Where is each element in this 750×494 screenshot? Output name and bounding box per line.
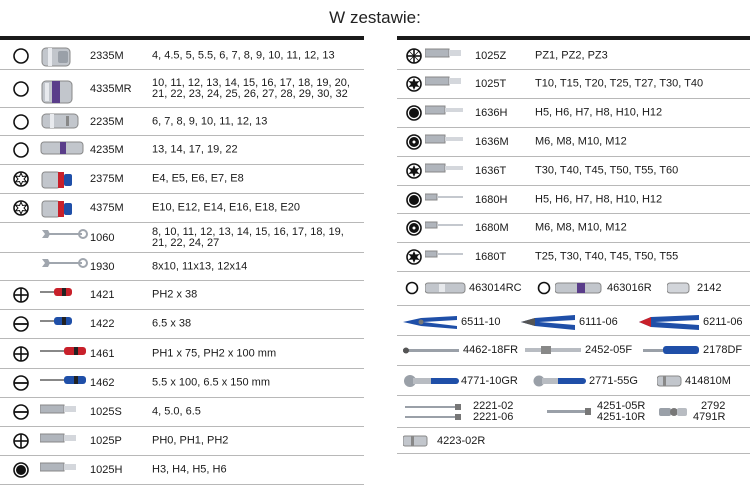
right-header-rule bbox=[397, 36, 750, 40]
table-row bbox=[0, 369, 364, 398]
item-code: 1025H bbox=[90, 464, 123, 476]
deep-socket-image bbox=[555, 281, 603, 295]
handle-4462-18FR: 4462-18FR bbox=[403, 344, 518, 356]
bottom-row-ratchets bbox=[397, 366, 750, 396]
bit-image bbox=[40, 431, 80, 451]
adapter-4223-02R: 4223-02R bbox=[403, 434, 485, 448]
table-row bbox=[397, 243, 750, 272]
cutting-pliers-image bbox=[637, 312, 701, 332]
table-row bbox=[397, 157, 750, 186]
wrench-image bbox=[40, 228, 88, 248]
ratchet-image bbox=[403, 374, 461, 388]
item-code: 1930 bbox=[90, 260, 115, 273]
item-sizes: T10, T15, T20, T25, T27, T30, T40 bbox=[535, 77, 704, 90]
table-row bbox=[397, 186, 750, 214]
universal-joint-image bbox=[659, 400, 689, 424]
table-row bbox=[0, 339, 364, 369]
bit-image bbox=[40, 402, 80, 422]
item-sizes: 4, 5.0, 6.5 bbox=[152, 405, 201, 418]
ratchet-2771-55G: 2771-55G bbox=[533, 374, 638, 388]
item-code: 1462 bbox=[90, 377, 115, 389]
extra-long-bit-image bbox=[425, 218, 465, 238]
table-row bbox=[0, 136, 364, 165]
table-row bbox=[0, 223, 364, 253]
item-sizes: 8, 10, 11, 12, 13, 14, 15, 16, 17, 18, 19, 21, 22, 24, 27 bbox=[152, 225, 344, 249]
item-code: 1025P bbox=[90, 435, 122, 447]
item-code: 1680M bbox=[475, 222, 509, 234]
hex-key-icon bbox=[405, 191, 423, 209]
hex-key-icon bbox=[12, 461, 30, 479]
hex-socket-icon bbox=[537, 281, 551, 295]
item-sizes: 6.5 x 38 bbox=[152, 317, 192, 330]
bottom-row-adapters bbox=[397, 428, 750, 454]
table-row bbox=[397, 214, 750, 243]
item-code: 4335MR bbox=[90, 82, 132, 95]
set-contents-title: W zestawie: bbox=[329, 8, 421, 27]
adapter-2142: 2142 bbox=[667, 281, 721, 295]
t-bar-image bbox=[525, 344, 583, 356]
spline-icon bbox=[405, 219, 423, 237]
item-code: 4375M bbox=[90, 202, 124, 214]
item-sizes: 13, 14, 17, 19, 22 bbox=[152, 143, 238, 156]
bit-image bbox=[40, 460, 80, 480]
table-row bbox=[0, 398, 364, 427]
torx-icon bbox=[405, 248, 423, 266]
item-sizes: PZ1, PZ2, PZ3 bbox=[535, 49, 608, 61]
bit-image bbox=[425, 46, 465, 66]
torx-socket-icon bbox=[12, 199, 30, 217]
deep-socket-image bbox=[40, 112, 80, 132]
item-code: 1680H bbox=[475, 193, 508, 206]
table-row bbox=[0, 427, 364, 456]
long-bit-image bbox=[425, 161, 465, 181]
extension-bar-image bbox=[547, 400, 593, 424]
pliers-6511-10: 6511-10 bbox=[401, 314, 501, 330]
extension-2221: 2221-02 2221-06 bbox=[405, 400, 513, 424]
short-socket-image bbox=[40, 46, 74, 66]
long-bit-image bbox=[425, 132, 465, 152]
item-sizes: H5, H6, H7, H8, H10, H12 bbox=[535, 106, 663, 119]
item-code: 1636T bbox=[475, 165, 507, 177]
table-row bbox=[0, 165, 364, 194]
bottom-row-handles bbox=[397, 336, 750, 366]
screwdriver-blue-image bbox=[40, 373, 88, 393]
item-code: 1421 bbox=[90, 289, 115, 301]
handle-2452-05F: 2452-05F bbox=[525, 344, 632, 356]
pliers-6111-06: 6111-06 bbox=[519, 312, 618, 332]
item-sizes: E10, E12, E14, E16, E18, E20 bbox=[152, 201, 300, 214]
item-sizes: 6, 7, 8, 9, 10, 11, 12, 13 bbox=[152, 115, 268, 127]
long-deep-socket-image bbox=[40, 140, 84, 160]
torx-icon bbox=[405, 162, 423, 180]
item-sizes: 4, 4.5, 5, 5.5, 6, 7, 8, 9, 10, 11, 12, 13 bbox=[152, 49, 335, 61]
table-row bbox=[0, 310, 364, 339]
item-code: 2235M bbox=[90, 115, 124, 128]
item-code: 2335M bbox=[90, 49, 124, 62]
table-row bbox=[397, 99, 750, 128]
long-bit-image bbox=[425, 103, 465, 123]
item-sizes: 5.5 x 100, 6.5 x 150 mm bbox=[152, 376, 271, 389]
table-row bbox=[0, 456, 364, 485]
item-code: 1636H bbox=[475, 107, 508, 119]
flat-icon bbox=[12, 315, 30, 333]
flat-icon bbox=[12, 403, 30, 421]
extra-long-bit-image bbox=[425, 247, 465, 267]
item-sizes: M6, M8, M10, M12 bbox=[535, 135, 627, 148]
bit-image bbox=[425, 74, 465, 94]
item-sizes: H3, H4, H5, H6 bbox=[152, 463, 227, 476]
item-sizes: T25, T30, T40, T45, T50, T55 bbox=[535, 250, 679, 263]
item-sizes: PH2 x 38 bbox=[152, 288, 198, 301]
hex-socket-icon bbox=[12, 113, 30, 131]
item-code: 1422 bbox=[90, 318, 115, 330]
item-sizes: PH0, PH1, PH2 bbox=[152, 434, 229, 447]
item-code: 1025S bbox=[90, 406, 122, 418]
table-row bbox=[397, 70, 750, 99]
spline-icon bbox=[405, 133, 423, 151]
table-row bbox=[0, 253, 364, 281]
torx-icon bbox=[405, 75, 423, 93]
hex-socket-icon bbox=[405, 281, 419, 295]
socket-adapter-image bbox=[657, 374, 683, 388]
torx-socket-icon bbox=[12, 170, 30, 188]
item-code: 1060 bbox=[90, 231, 115, 244]
water-pump-pliers-image bbox=[401, 314, 459, 330]
table-row bbox=[397, 42, 750, 70]
phillips-icon bbox=[12, 432, 30, 450]
adapter-image bbox=[667, 281, 691, 295]
extension-4251: 4251-05R 4251-10R bbox=[547, 400, 645, 424]
socket-adapter-image bbox=[403, 434, 429, 448]
table-row bbox=[0, 108, 364, 136]
flat-icon bbox=[12, 374, 30, 392]
item-sizes: E4, E5, E6, E7, E8 bbox=[152, 172, 244, 185]
table-row bbox=[0, 42, 364, 70]
table-row bbox=[397, 128, 750, 157]
torx-socket-image bbox=[40, 169, 74, 189]
left-header-rule bbox=[0, 36, 364, 40]
screwdriver-red-image bbox=[40, 344, 88, 364]
wrench-image bbox=[40, 257, 88, 277]
left-column bbox=[0, 42, 364, 485]
item-sizes: M6, M8, M10, M12 bbox=[535, 221, 627, 234]
item-code: 1636M bbox=[475, 136, 509, 148]
hex-socket-icon bbox=[12, 47, 30, 65]
item-sizes: T30, T40, T45, T50, T55, T60 bbox=[535, 164, 679, 177]
hex-socket-icon bbox=[12, 80, 30, 98]
breaker-bar-image bbox=[403, 344, 461, 356]
extra-long-bit-image bbox=[425, 190, 465, 210]
adapter-414810M: 414810M bbox=[657, 374, 731, 388]
item-code: 1025T bbox=[475, 78, 507, 90]
extension-bar-image bbox=[405, 400, 463, 424]
item-sizes: 8x10, 11x13, 12x14 bbox=[152, 260, 248, 272]
pliers-6211-06: 6211-06 bbox=[637, 312, 743, 332]
item-code: 1680T bbox=[475, 251, 507, 263]
ratchet-image bbox=[533, 374, 587, 388]
right-column bbox=[397, 42, 750, 454]
ratchet-4771-10GR: 4771-10GR bbox=[403, 374, 518, 388]
bottom-row-pliers bbox=[397, 306, 750, 336]
torx-socket-image bbox=[40, 198, 74, 218]
table-row bbox=[0, 194, 364, 223]
socket-463014RC: 463014RC bbox=[405, 281, 522, 295]
deep-socket-image bbox=[425, 281, 467, 295]
hex-socket-icon bbox=[12, 141, 30, 159]
universal-joint-2792: 2792 4791R bbox=[659, 400, 725, 424]
handle-2178DF: 2178DF bbox=[643, 344, 742, 356]
bottom-row-extensions bbox=[397, 396, 750, 428]
phillips-icon bbox=[12, 345, 30, 363]
spinner-handle-image bbox=[643, 344, 701, 356]
table-row bbox=[0, 281, 364, 310]
big-socket-image bbox=[40, 79, 74, 99]
item-code: 1025Z bbox=[475, 49, 507, 62]
item-sizes: H5, H6, H7, H8, H10, H12 bbox=[535, 193, 663, 205]
item-code: 1461 bbox=[90, 347, 115, 360]
item-sizes: 10, 11, 12, 13, 14, 15, 16, 17, 18, 19, 20, 21, 22, 23, 24, 25, 26, 27, 28, 29, 30, 32 bbox=[152, 76, 350, 100]
socket-463016R: 463016R bbox=[537, 281, 652, 295]
phillips-icon bbox=[12, 286, 30, 304]
pozidriv-icon bbox=[405, 47, 423, 65]
item-sizes: PH1 x 75, PH2 x 100 mm bbox=[152, 347, 277, 359]
short-screwdriver-red-image bbox=[40, 285, 74, 305]
item-code: 4235M bbox=[90, 144, 124, 156]
table-row bbox=[0, 70, 364, 108]
item-code: 2375M bbox=[90, 173, 124, 185]
combination-pliers-image bbox=[519, 312, 577, 332]
hex-key-icon bbox=[405, 104, 423, 122]
short-screwdriver-blue-image bbox=[40, 314, 74, 334]
bottom-row-sockets bbox=[397, 272, 750, 306]
